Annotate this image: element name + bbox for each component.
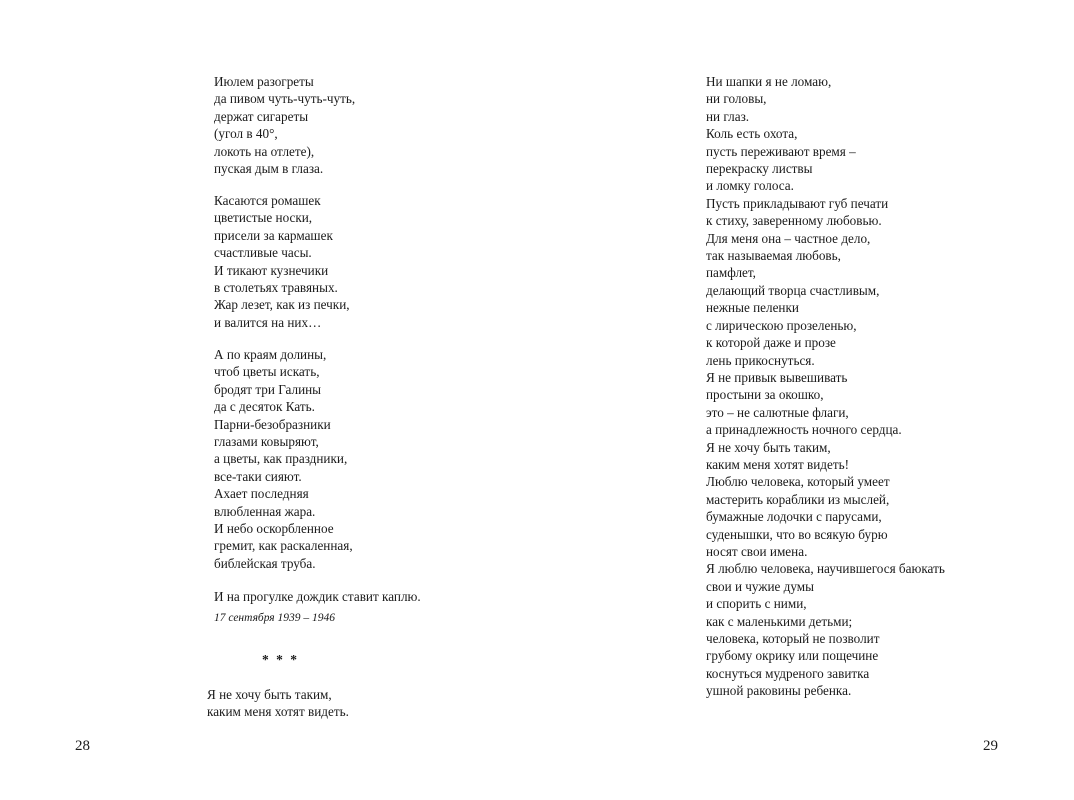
poem-line: Для меня она – частное дело, [706,230,871,246]
poem-line: памфлет, [706,265,756,281]
poem-line: суденышки, что во всякую бурю [706,526,888,542]
poem-date: 17 сентября 1939 – 1946 [214,612,336,624]
poem-line: И на прогулке дождик ставит каплю. [214,589,421,604]
poem-line: пусть переживают время – [706,143,856,159]
poem-line: цветистые носки, [214,210,313,226]
section-separator: * * * [262,652,299,667]
poem-line: в столетьях травяных. [214,280,338,296]
page-number-right: 29 [983,738,998,754]
poem-line: Июлем разогреты [214,74,314,89]
poem-line: а цветы, как праздники, [214,451,348,467]
poem-line: Люблю человека, который умеет [706,474,890,490]
poem-line: Парни-безобразники [214,416,331,432]
poem-line: человека, который не позволит [706,631,880,646]
stanza-3 [214,346,353,572]
poem-line: перекраску листвы [706,161,813,177]
poem-line: Я не привык вывешивать [706,369,848,385]
poem-line: (угол в 40°, [214,126,278,142]
poem-line: И тикают кузнечики [214,262,329,278]
poem-line: глазами ковыряют, [214,434,319,450]
poem-line: присели за кармашек [214,227,333,243]
poem-line: держат сигареты [214,108,309,124]
poem-line: и валится на них… [214,314,322,330]
poem-line: все-таки сияют. [214,468,302,484]
poem-line: Жар лезет, как из печки, [214,297,350,313]
poem-line: да пивом чуть-чуть-чуть, [214,91,356,107]
poem-line: это – не салютные флаги, [706,404,849,420]
poem-line: а принадлежность ночного сердца. [706,422,902,438]
poem-line: Я не хочу быть таким, [207,687,332,702]
poem-line: Коль есть охота, [706,126,798,142]
poem-line: грубому окрику или пощечине [706,648,879,664]
poem-line: гремит, как раскаленная, [214,538,353,554]
poem-line: лень прикоснуться. [706,352,815,368]
poem-line: локоть на отлете), [214,143,315,159]
poem-line: А по краям долины, [214,347,327,362]
poem-line: и спорить с ними, [706,596,807,612]
page-number-left: 28 [75,738,90,754]
poem-line: как с маленькими детьми; [706,613,853,629]
poem-line: библейская труба. [214,555,316,571]
poem-line: нежные пеленки [706,300,799,316]
poem-line: Касаются ромашек [214,193,321,208]
poem-line: к которой даже и прозе [706,335,836,351]
poem-line: Ни шапки я не ломаю, [706,74,832,89]
poem-line: И небо оскорбленное [214,521,334,537]
poem-body [706,73,945,700]
poem-line: каким меня хотят видеть. [207,704,349,720]
poem-line: да с десяток Кать. [214,399,315,415]
poem-line: счастливые часы. [214,245,312,261]
poem-line: так называемая любовь, [706,248,841,264]
poem-line: к стиху, завеpенному любовью. [706,213,882,229]
poem-line: ни головы, [706,91,767,107]
poem-line: простыни за окошко, [706,387,824,403]
poem-line: ни глаз. [706,108,750,124]
poem-line: бродят три Галины [214,381,322,397]
right-page [537,0,1074,800]
poem-line: чтоб цветы искать, [214,364,320,380]
poem-line: ушной раковины ребенка. [706,683,852,699]
poem-line: пуская дым в глаза. [214,161,324,177]
poem-line: носят свои имена. [706,543,808,559]
stanza-2 [214,192,350,331]
poem-line: коснуться мудреного завитка [706,665,870,681]
poem-line: и ломку голоса. [706,178,794,194]
poem-line: свои и чужие думы [706,578,814,594]
poem-line: с лирическою прозеленью, [706,317,857,333]
stanza-5 [207,686,349,721]
poem-line: каким меня хотят видеть! [706,456,850,472]
poem-line: делающий творца счастливым, [706,282,880,298]
stanza-1 [214,73,355,177]
poem-line: Пусть прикладывают губ печати [706,195,889,211]
poem-line: бумажные лодочки с парусами, [706,509,882,525]
poem-line: влюбленная жара. [214,503,316,519]
poem-line: Я люблю человека, научившегося баюкать [706,561,945,577]
stanza-4 [214,588,421,605]
poem-line: Я не хочу быть таким, [706,439,831,455]
poem-line: Ахает последняя [214,486,309,502]
poem-line: мастерить кораблики из мыслей, [706,491,890,507]
